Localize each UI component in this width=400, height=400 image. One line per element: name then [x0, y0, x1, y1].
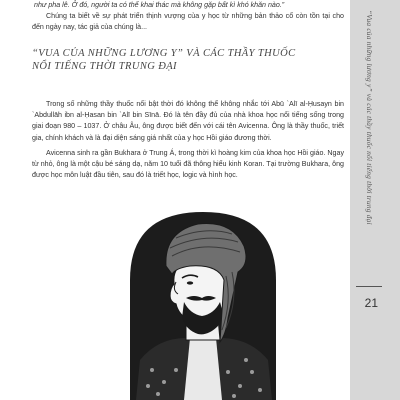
- intro-quote-end: như pha lê. Ở đó, người ta có thể khai thác mà không gặp bất kì khó khăn nào.”: [34, 1, 285, 9]
- body-paragraph-1: Trong số những thầy thuốc nổi bật thời đó không thể không nhắc tới Abū `Alī al-Ḥusayn bin `Abdullāh ibn al-Ḥasan bin `Alī bin Sīnā. Đó là tên đầy đủ của nhà khoa học nổi tiếng sống trong giai đoạn 980 – 1037. Ở châu Âu, ông được biết đến với cái tên Avicenna. Ông là thầy thuốc, triết gia, chính khách và là đại diện sáng giá nhất của y học Hồi giáo đương thời.: [32, 100, 344, 142]
- collar: [184, 338, 222, 400]
- running-title: “Vua của những lương y” và các thầy thuốc nổi tiếng thời trung đại: [365, 10, 374, 225]
- page-number: 21: [364, 296, 378, 310]
- body-paragraph-2: Avicenna sinh ra gần Bukhara ở Trung Á, trong thời kì hoàng kim của khoa học Hồi giáo. Ngay từ nhỏ, ông là một cậu bé sáng dạ, năm 10 tuổi đã thông hiểu kinh Koran. Tại trường Bukhara, ông được học môn luật đầu tiên, sau đó là triết học, logic và hình học.: [32, 148, 344, 180]
- section-heading: [32, 47, 332, 73]
- side-margin-bar: [350, 0, 400, 400]
- intro-paragraph: Chúng ta biết về sự phát triển thịnh vượng của y học từ những bản thảo cổ còn tồn tại cho đến ngày nay, tác giả của chúng là...: [32, 12, 344, 32]
- intro-text: [26, 0, 344, 34]
- section-body: [32, 99, 344, 181]
- section-heading-line2: NỔI TIẾNG THỜI TRUNG ĐẠI: [32, 61, 177, 72]
- eye: [187, 281, 193, 284]
- avicenna-portrait: [128, 210, 278, 400]
- page-number-rule: [356, 286, 382, 287]
- section-heading-line1: “VUA CỦA NHỮNG LƯƠNG Y” VÀ CÁC THẦY THUỐC: [32, 48, 296, 59]
